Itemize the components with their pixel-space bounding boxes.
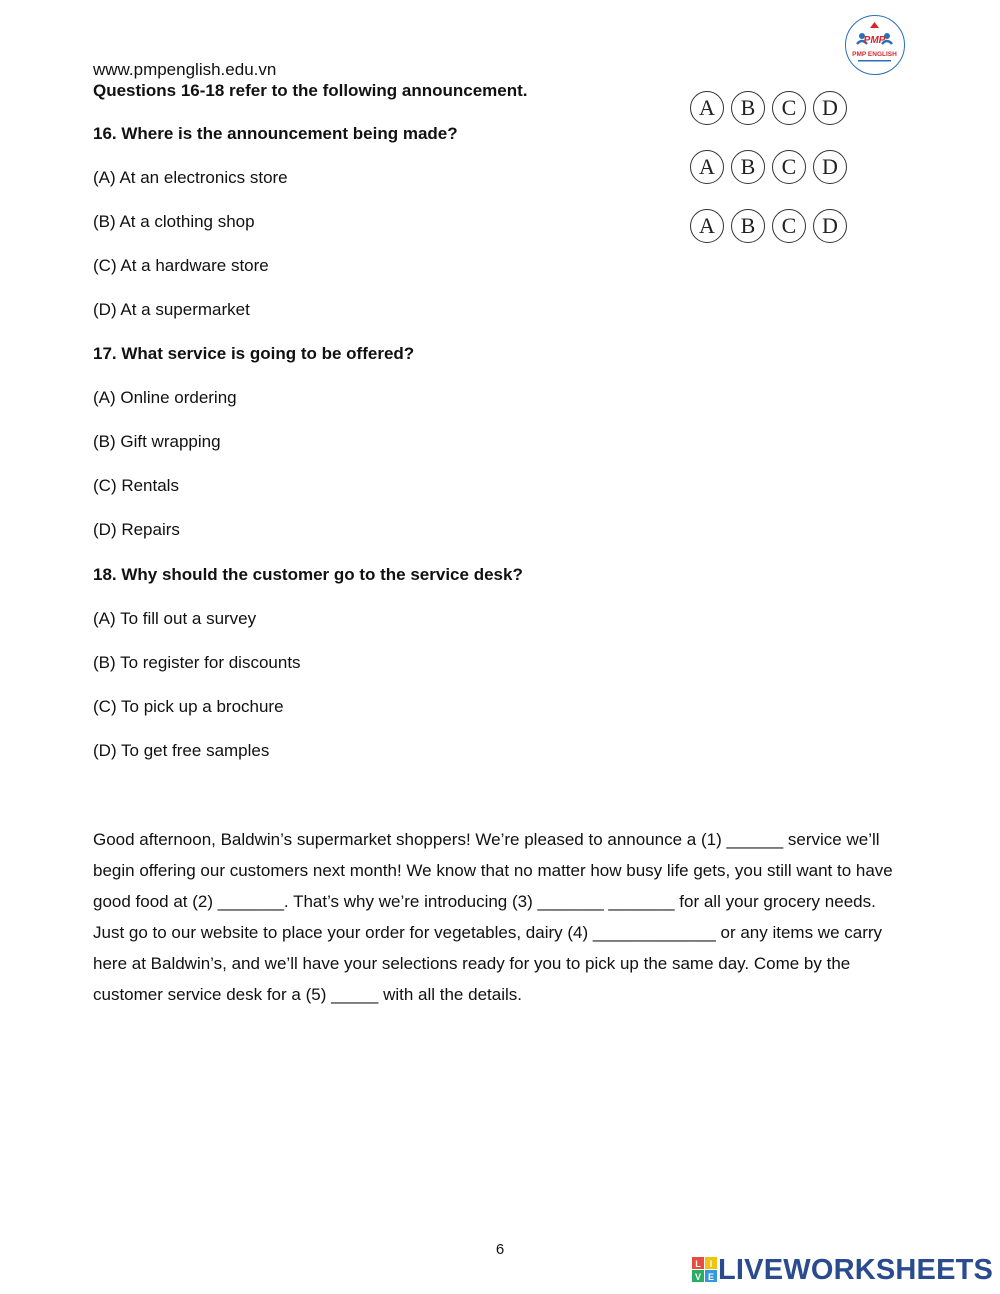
answer-bubble-16-d[interactable]: D [813,91,847,125]
question-16-option-d: (D) At a supermarket [93,300,250,319]
question-16-option-c: (C) At a hardware store [93,256,269,275]
question-16-option-b: (B) At a clothing shop [93,212,255,231]
liveworksheets-brand [692,1253,993,1287]
question-17-option-a: (A) Online ordering [93,388,237,407]
answer-bubble-18-b[interactable]: B [731,209,765,243]
answer-bubble-17-c[interactable]: C [772,150,806,184]
answer-row-18 [690,209,847,243]
liveworksheets-wordmark: LIVEWORKSHEETS [718,1254,994,1286]
logo-mark: PMP [863,35,886,46]
answer-bubble-17-b[interactable]: B [731,150,765,184]
question-18-option-a: (A) To fill out a survey [93,609,257,628]
question-16-title: 16. Where is the announcement being made? [93,124,458,143]
brand-icon-letter-i: I [709,1259,713,1269]
answer-row-16 [690,91,847,125]
question-17-option-d: (D) Repairs [93,520,180,539]
brand-icon-letter-e: E [707,1272,715,1282]
answer-bubble-17-a[interactable]: A [690,150,724,184]
announcement-passage: Good afternoon, Baldwin’s supermarket shoppers! We’re pleased to announce a (1) ______ service we’ll begin offering our customers next month! We know that no matter how busy life gets, you still want to have good food at (2) _______. That’s why we’re introducing (3) _______ _______ for all your grocery needs. Just go to our website to place your order for vegetables, dairy (4) _____________ or any items we carry here at Baldwin’s, and we’ll have your selections ready for you to pick up the same day. Come by the customer service desk for a (5) _____ with all the details. [93,830,893,1004]
question-16-option-a: (A) At an electronics store [93,168,288,187]
answer-bubble-17-d[interactable]: D [813,150,847,184]
answer-bubble-18-a[interactable]: A [690,209,724,243]
question-18-option-c: (C) To pick up a brochure [93,697,284,716]
section-intro: Questions 16-18 refer to the following announcement. [93,81,528,100]
answer-bubble-18-d[interactable]: D [813,209,847,243]
question-17-option-c: (C) Rentals [93,476,179,495]
logo-text: PMP ENGLISH [852,51,897,58]
question-18-option-b: (B) To register for discounts [93,653,301,672]
brand-icon-letter-l: L [695,1259,701,1269]
question-17-option-b: (B) Gift wrapping [93,432,221,451]
answer-bubble-18-c[interactable]: C [772,209,806,243]
answer-bubble-16-a[interactable]: A [690,91,724,125]
pmp-english-logo [845,15,905,75]
liveworksheets-icon [692,1257,718,1283]
answer-bubble-16-c[interactable]: C [772,91,806,125]
page-number: 6 [495,1241,505,1258]
answer-row-17 [690,150,847,184]
question-18-option-d: (D) To get free samples [93,741,270,760]
answer-bubble-16-b[interactable]: B [731,91,765,125]
site-url: www.pmpenglish.edu.vn [93,60,277,79]
question-17-title: 17. What service is going to be offered? [93,344,415,363]
question-18-title: 18. Why should the customer go to the service desk? [93,565,523,584]
brand-icon-letter-v: V [694,1272,702,1282]
pmp-logo-icon [846,16,903,73]
